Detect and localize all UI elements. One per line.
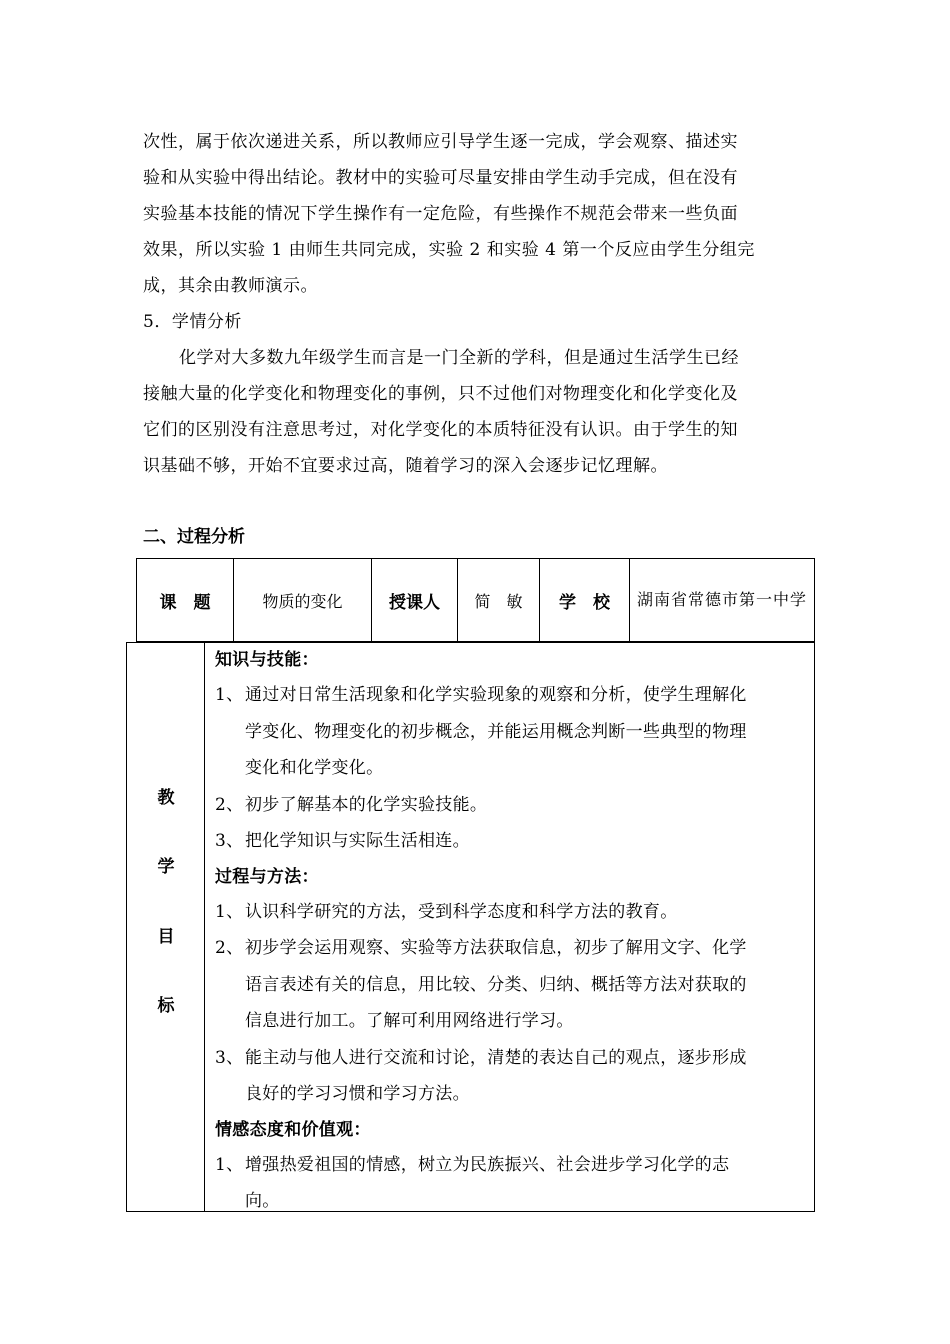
school-label: 学 校 bbox=[540, 559, 630, 642]
item-text: 通过对日常生活现象和化学实验现象的观察和分析，使学生理解化 bbox=[245, 685, 747, 705]
item-continuation: 良好的学习习惯和学习方法。 bbox=[245, 1084, 470, 1104]
objectives-side-label bbox=[127, 643, 205, 1211]
school-value: 湖南省常德市第一中学 bbox=[630, 559, 815, 642]
text-line: 识基础不够，开始不宜要求过高，随着学习的深入会逐步记忆理解。 bbox=[143, 456, 668, 476]
item-text: 认识科学研究的方法，受到科学态度和科学方法的教育。 bbox=[245, 901, 678, 922]
item-text: 增强热爱祖国的情感，树立为民族振兴、社会进步学习化学的志 bbox=[245, 1154, 730, 1175]
process-title: 过程与方法： bbox=[215, 866, 319, 887]
side-char: 教 bbox=[157, 788, 175, 808]
topic-value: 物质的变化 bbox=[234, 559, 372, 642]
item-number: 2、 bbox=[215, 794, 244, 815]
item-text: 初步了解基本的化学实验技能。 bbox=[245, 794, 488, 815]
item-continuation: 向。 bbox=[245, 1191, 280, 1211]
side-char: 学 bbox=[157, 857, 175, 877]
teacher-value: 简 敏 bbox=[458, 559, 540, 642]
list-item bbox=[215, 1040, 811, 1077]
list-item bbox=[215, 1147, 811, 1184]
side-char: 目 bbox=[157, 927, 175, 947]
list-item bbox=[215, 930, 811, 967]
part2-heading: 二、过程分析 bbox=[143, 527, 245, 547]
list-item bbox=[215, 677, 811, 714]
text-line: 验和从实验中得出结论。教材中的实验可尽量安排由学生动手完成，但在没有 bbox=[143, 168, 738, 188]
item-text: 能主动与他人进行交流和讨论，清楚的表达自己的观点，逐步形成 bbox=[245, 1047, 747, 1068]
text-line: 成，其余由教师演示。 bbox=[143, 276, 318, 296]
item-text: 把化学知识与实际生活相连。 bbox=[245, 831, 470, 851]
item-number: 1、 bbox=[215, 685, 244, 705]
teacher-label: 授课人 bbox=[372, 559, 458, 642]
topic-label: 课 题 bbox=[137, 559, 234, 642]
item-continuation: 信息进行加工。了解可利用网络进行学习。 bbox=[245, 1011, 574, 1031]
item-continuation: 语言表述有关的信息，用比较、分类、归纳、概括等方法对获取的 bbox=[245, 974, 747, 995]
knowledge-title: 知识与技能： bbox=[215, 650, 319, 670]
item-text: 初步学会运用观察、实验等方法获取信息，初步了解用文字、化学 bbox=[245, 938, 747, 958]
text-line: 它们的区别没有注意思考过，对化学变化的本质特征没有认识。由于学生的知 bbox=[143, 420, 738, 440]
section5 bbox=[143, 304, 803, 484]
text-line: 次性，属于依次递进关系，所以教师应引导学生逐一完成，学会观察、描述实 bbox=[143, 132, 738, 152]
objectives-content bbox=[215, 643, 811, 1220]
item-number: 1、 bbox=[215, 1154, 244, 1175]
item-number: 3、 bbox=[215, 1047, 244, 1068]
item-number: 1、 bbox=[215, 901, 244, 922]
section5-title: 5．学情分析 bbox=[143, 312, 242, 332]
intro-paragraph bbox=[143, 124, 803, 304]
list-item bbox=[215, 823, 811, 860]
text-line: 化学对大多数九年级学生而言是一门全新的学科，但是通过生活学生已经 bbox=[179, 348, 739, 368]
list-item bbox=[215, 787, 811, 824]
side-char: 标 bbox=[157, 996, 175, 1016]
objectives-table bbox=[126, 642, 815, 1212]
text-line: 效果，所以实验 1 由师生共同完成，实验 2 和实验 4 第一个反应由学生分组完 bbox=[143, 240, 755, 260]
item-continuation: 变化和化学变化。 bbox=[245, 758, 384, 778]
lesson-header-table bbox=[136, 558, 815, 642]
item-number: 3、 bbox=[215, 831, 244, 851]
item-number: 2、 bbox=[215, 938, 244, 958]
item-continuation: 学变化、物理变化的初步概念，并能运用概念判断一些典型的物理 bbox=[245, 721, 747, 742]
list-item bbox=[215, 894, 811, 931]
text-line: 实验基本技能的情况下学生操作有一定危险，有些操作不规范会带来一些负面 bbox=[143, 204, 738, 224]
text-line: 接触大量的化学变化和物理变化的事例，只不过他们对物理变化和化学变化及 bbox=[143, 384, 738, 404]
emotion-title: 情感态度和价值观： bbox=[215, 1119, 371, 1140]
